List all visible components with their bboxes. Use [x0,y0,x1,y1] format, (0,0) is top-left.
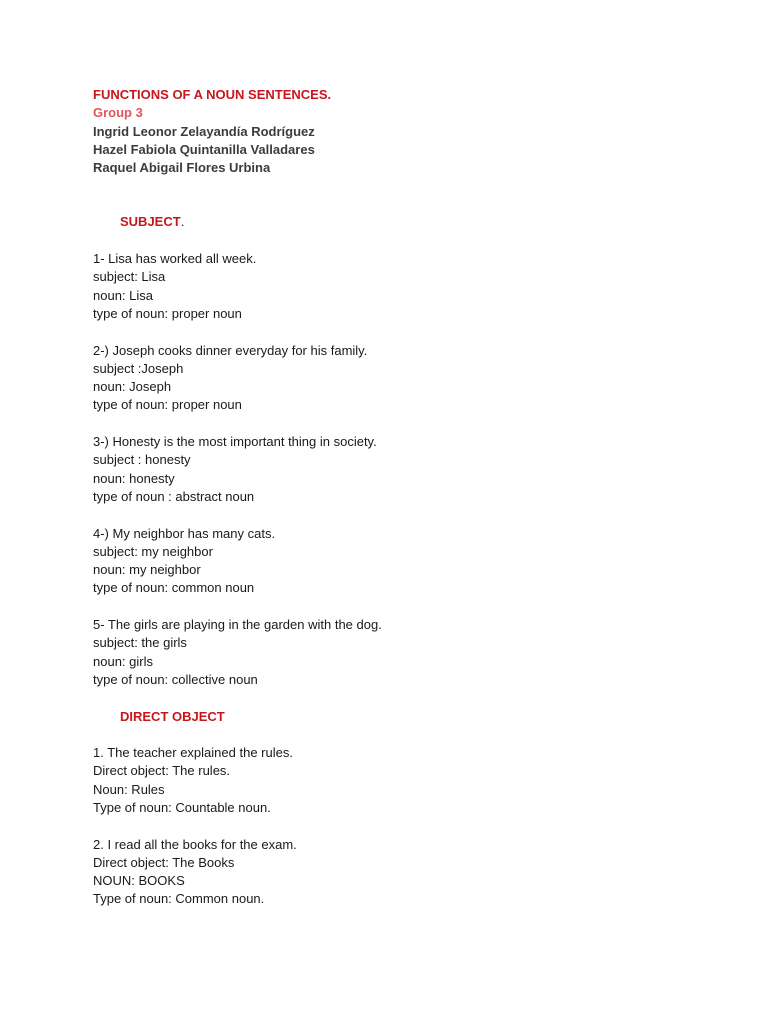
example-function: subject : honesty [93,452,191,468]
example-noun: NOUN: BOOKS [93,873,185,889]
example-entry [93,744,733,817]
example-sentence: 4-) My neighbor has many cats. [93,525,276,541]
example-entry [93,433,733,506]
example-noun: noun: Lisa [93,287,153,303]
example-sentence: 1. The teacher explained the rules. [93,745,293,761]
example-function: subject: the girls [93,635,187,651]
section-heading-suffix: . [180,214,185,230]
example-function: subject :Joseph [93,360,184,376]
example-function: Direct object: The rules. [93,763,231,779]
spacer [93,598,733,616]
example-entry [93,836,733,909]
section-heading-direct-object [93,708,733,726]
spacer [93,817,733,835]
example-sentence: 3-) Honesty is the most important thing in society. [93,434,377,450]
example-sentence: 5- The girls are playing in the garden with the dog. [93,617,382,633]
example-noun-type: type of noun : abstract noun [93,488,255,504]
document-page [93,86,733,909]
spacer [93,506,733,524]
section-heading-text: DIRECT OBJECT [120,708,225,724]
spacer [93,415,733,433]
group-label: Group 3 [93,105,143,121]
example-noun-type: Type of noun: Common noun. [93,891,265,907]
example-entry [93,616,733,689]
example-entry [93,342,733,415]
example-noun-type: type of noun: proper noun [93,397,242,413]
example-entry [93,525,733,598]
example-noun-type: type of noun: proper noun [93,305,242,321]
author-name: Raquel Abigail Flores Urbina [93,160,271,176]
spacer [93,177,733,213]
example-entry [93,250,733,323]
example-noun: noun: honesty [93,470,175,486]
example-sentence: 2-) Joseph cooks dinner everyday for his family. [93,342,368,358]
section-heading-text: SUBJECT [120,214,181,230]
author-name: Ingrid Leonor Zelayandía Rodríguez [93,123,315,139]
example-noun: noun: my neighbor [93,562,201,578]
example-noun: noun: girls [93,653,153,669]
author-name: Hazel Fabiola Quintanilla Valladares [93,141,315,157]
spacer [93,689,733,707]
spacer [93,232,733,250]
example-noun-type: type of noun: collective noun [93,671,258,687]
spacer [93,726,733,744]
example-function: subject: my neighbor [93,543,213,559]
example-noun-type: type of noun: common noun [93,580,255,596]
example-sentence: 1- Lisa has worked all week. [93,251,257,267]
spacer [93,323,733,341]
section-heading-subject [93,213,733,231]
example-noun: noun: Joseph [93,379,172,395]
example-function: Direct object: The Books [93,854,235,870]
example-function: subject: Lisa [93,269,166,285]
document-title: FUNCTIONS OF A NOUN SENTENCES. [93,87,332,102]
example-noun: Noun: Rules [93,781,165,797]
example-noun-type: Type of noun: Countable noun. [93,799,271,815]
example-sentence: 2. I read all the books for the exam. [93,836,297,852]
